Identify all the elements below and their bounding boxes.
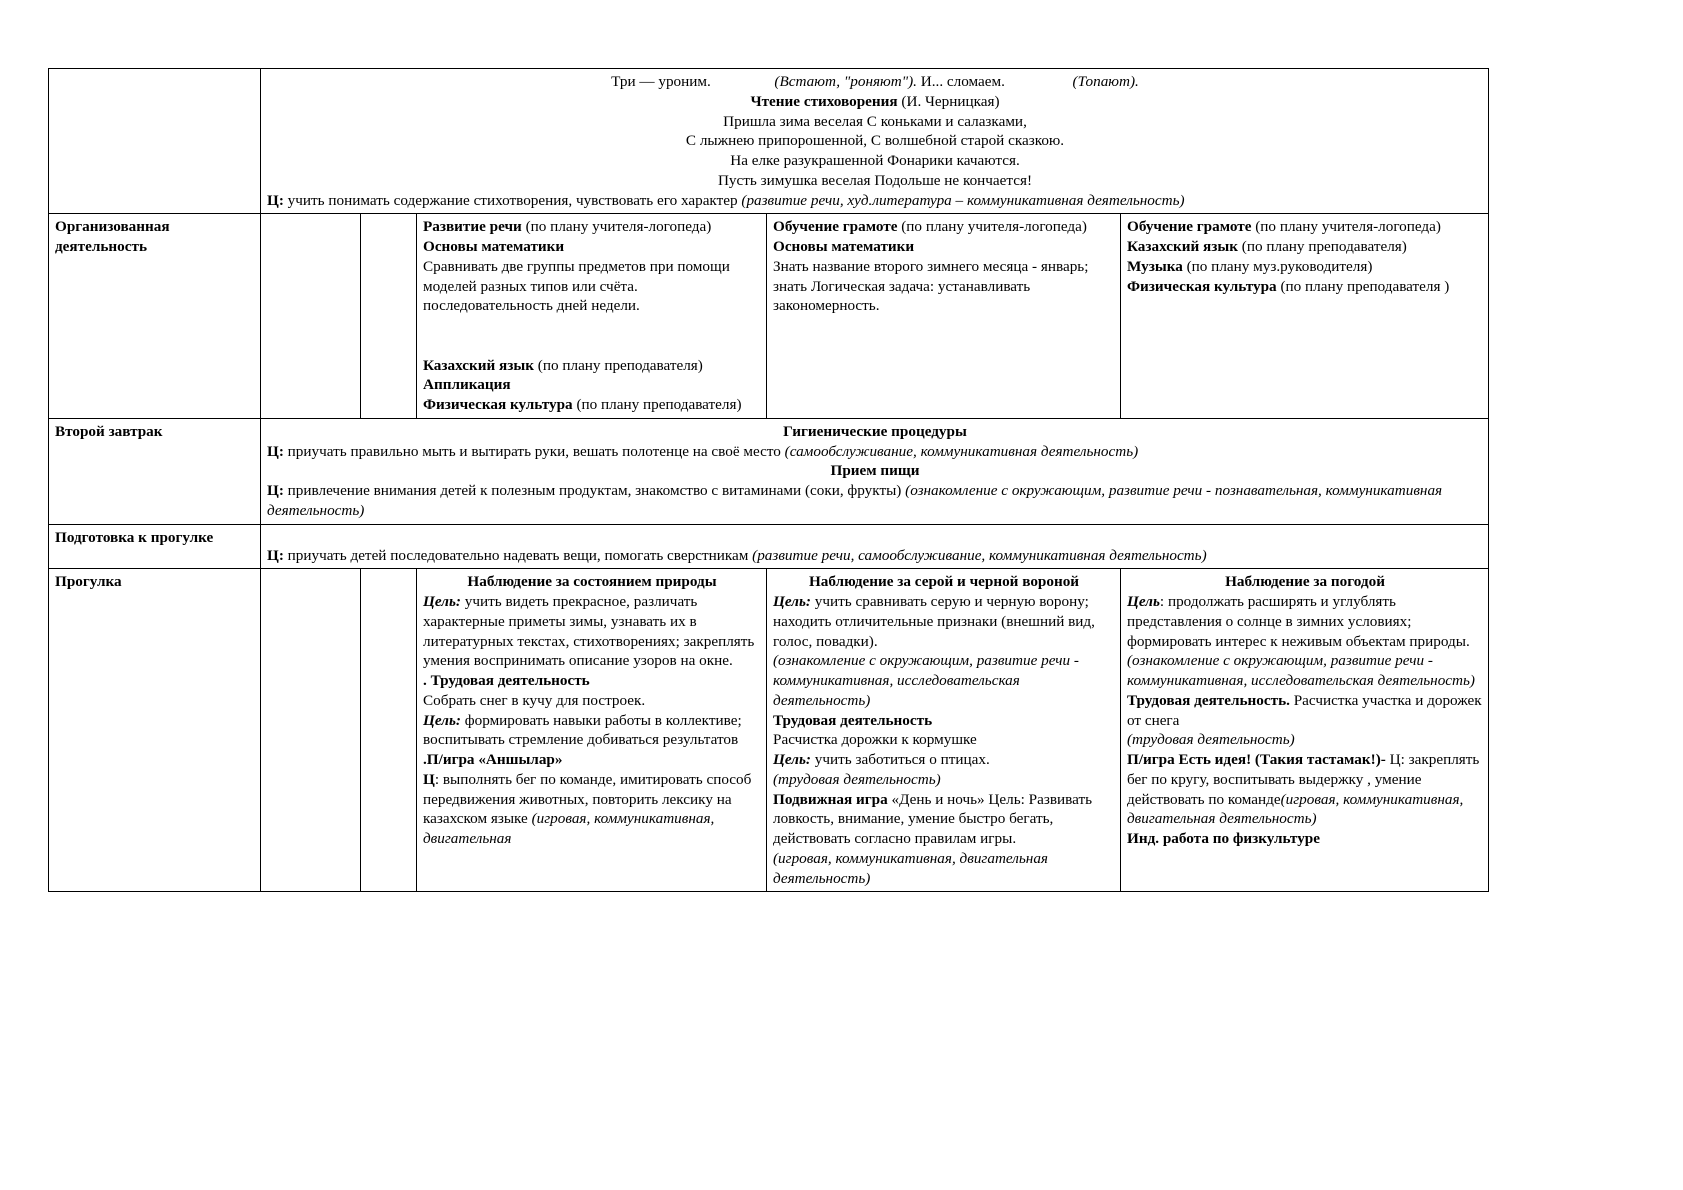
activity-item-detail: Знать название второго зимнего месяца - январь; знать Логическая задача: устанавливать закономерность. (773, 257, 1089, 315)
row-label-second-breakfast: Второй завтрак (49, 418, 261, 524)
goal-text: : продолжать расширять и углублять представления о солнце в зимних условиях; формировать интерес к неживым объектам природы. (1127, 593, 1470, 650)
cell-second-breakfast-content (261, 418, 1489, 524)
meal-goal (267, 481, 1483, 521)
poem-line: С лыжнею припорошенной, С волшебной старой сказкою. (685, 132, 1065, 150)
game-italic: (игровая, коммуникативная, двигательная деятельность) (773, 849, 1048, 887)
goal-text: : выполнять бег по команде, имитировать способ передвижения животных, повторить лексику на казахском языке (423, 770, 752, 828)
labor-text: Расчистка дорожки к кормушке (773, 731, 977, 749)
table-row-second-breakfast (49, 418, 1489, 524)
reading-title-author: (И. Черницкая) (897, 92, 1000, 110)
cell-walk-day1 (417, 569, 767, 892)
activity-item (1127, 237, 1483, 257)
poem-stage-line (267, 72, 1483, 92)
goal-marker: Ц: (267, 442, 284, 460)
activity-item (423, 237, 761, 257)
activity-item-title: Развитие речи (423, 218, 522, 236)
goal-text: учить сравнивать серую и черную ворону; находить отличительные признаки (внешний вид, голос, повадки). (773, 593, 1095, 650)
observation-title: Наблюдение за погодой (1225, 573, 1385, 591)
table-row-organized-activity (49, 214, 1489, 419)
goal-text: формировать навыки работы в коллективе; воспитывать стремление добиваться результатов (423, 711, 742, 749)
poem-goal (267, 191, 1483, 211)
game-goal (423, 770, 761, 849)
goal-label: Цель: (773, 751, 811, 768)
cell-empty-narrow2-walk (361, 569, 417, 892)
activity-item-title: Обучение грамоте (1127, 218, 1252, 236)
meal-heading: Прием пищи (830, 462, 920, 480)
observation-goal (773, 592, 1115, 651)
goal-label: Цель: (423, 711, 461, 729)
reading-title (267, 92, 1483, 112)
goal-marker: Ц (423, 770, 435, 788)
goal-text: учить видеть прекрасное, различать характерные приметы зимы, узнавать их в литературных текстах, стихотворениях; закреплять умения воспринимать описание узоров на окне. (423, 593, 755, 670)
labor-block (1127, 691, 1483, 731)
activity-item-detail: (по плану преподавателя ) (1276, 277, 1450, 295)
activity-item (423, 356, 761, 376)
cell-poem-content (261, 69, 1489, 214)
game-text: «День и ночь» Цель: Развивать ловкость, внимание, умение быстро бегать, действовать согласно правилам игры. (773, 790, 1093, 847)
row-label-organized-activity: Организованная деятельность (49, 214, 261, 419)
game-text: закреплять бег по кругу, воспитывать выдержку , умение действовать по команде (1127, 751, 1480, 808)
cell-organized-day2 (767, 214, 1121, 419)
poem-stage-plain-b: И... сломаем. (920, 73, 1005, 90)
activity-item-title: Музыка (1127, 257, 1183, 275)
extra-note: Инд. работа по физкультуре (1127, 830, 1320, 847)
activity-item (773, 257, 1115, 316)
labor-italic: (трудовая деятельность) (1127, 731, 1295, 749)
cell-poem-label (49, 69, 261, 214)
activity-item-title: Аппликация (423, 376, 511, 394)
poem-line: Пусть зимушка веселая Подольше не кончается! (717, 171, 1033, 189)
activity-item (423, 375, 761, 395)
goal-italic: (самообслуживание, коммуникативная деятельность) (784, 442, 1139, 460)
cell-empty-narrow1 (261, 214, 361, 419)
cell-walk-preparation-content (261, 524, 1489, 569)
lesson-plan-table (48, 68, 1489, 892)
poem-stage-italic-b: (Топают). (1072, 73, 1139, 90)
activity-item-detail: (по плану муз.руководителя) (1182, 257, 1373, 275)
cell-organized-day3 (1121, 214, 1489, 419)
observation-goal-italic: (ознакомление с окружающим, развитие речи - коммуникативная, исследовательская деятельность) (773, 652, 1079, 709)
poem-stage-italic-a: (Встают, "роняют"). (774, 73, 917, 90)
game-block (1127, 750, 1483, 829)
poem-line: Пришла зима веселая С коньками и салазками, (723, 112, 1027, 130)
activity-item (773, 237, 1115, 257)
poem-line: На елке разукрашенной Фонарики качаются. (730, 152, 1020, 169)
labor-text: Расчистка участка и дорожек от снега (1127, 691, 1482, 729)
activity-item-detail: Сравнивать две группы предметов при помощи моделей разных типов или счёта. последовательность дней недели. (423, 257, 730, 315)
labor-title: . Трудовая деятельность (423, 672, 590, 689)
goal-marker: Ц: (267, 191, 284, 209)
game-block (773, 790, 1115, 849)
goal-text: учить заботиться о птицах. (810, 751, 990, 768)
goal-label: Цель: (423, 593, 461, 610)
activity-item-detail: (по плану преподавателя) (1237, 238, 1407, 255)
activity-item-title: Физическая культура (423, 396, 573, 413)
goal-italic: (игровая, коммуникативная, двигательная (423, 810, 715, 847)
goal-italic: (развитие речи, худ.литература – коммуникативная деятельность) (741, 191, 1185, 209)
activity-item (1127, 277, 1483, 297)
table-row-walk (49, 569, 1489, 892)
cell-empty-narrow2 (361, 214, 417, 419)
table-row-poem (49, 69, 1489, 214)
activity-spacer (423, 336, 761, 356)
labor-title: Трудовая деятельность. (1127, 691, 1290, 709)
activity-item-title: Казахский язык (423, 356, 534, 374)
goal-label: Цель (1127, 593, 1160, 610)
reading-title-bold: Чтение стиховорения (750, 92, 898, 110)
activity-item-title: Обучение грамоте (773, 218, 898, 236)
activity-item (1127, 217, 1483, 237)
goal-text: привлечение внимания детей к полезным продуктам, знакомство с витаминами (соки, фрукты) (283, 482, 906, 499)
poem-stage-plain-a: Три — уроним. (611, 73, 711, 90)
table-row-walk-preparation (49, 524, 1489, 569)
activity-item-title: Основы математики (773, 238, 915, 255)
labor-italic: (трудовая деятельность) (773, 770, 941, 788)
goal-marker: Ц: (267, 546, 284, 564)
goal-marker: Ц: (1385, 751, 1405, 768)
goal-text: приучать правильно мыть и вытирать руки, вешать полотенце на своё место (283, 442, 785, 460)
game-title: П/игра Есть идея! (Такия тастамак!)- (1127, 751, 1386, 768)
cell-empty-narrow1-walk (261, 569, 361, 892)
observation-goal (423, 592, 761, 671)
activity-item-detail: (по плану учителя-логопеда) (1251, 218, 1441, 236)
walk-preparation-goal (267, 546, 1483, 566)
activity-item-title: Казахский язык (1127, 238, 1238, 255)
hygiene-heading: Гигиенические процедуры (783, 422, 967, 440)
observation-title: Наблюдение за серой и черной вороной (808, 573, 1080, 591)
cell-organized-day1 (417, 214, 767, 419)
cell-walk-day3 (1121, 569, 1489, 892)
activity-item-title: Основы математики (423, 238, 565, 255)
activity-item (423, 395, 761, 415)
activity-spacer (423, 316, 761, 336)
cell-walk-day2 (767, 569, 1121, 892)
goal-italic: (ознакомление с окружающим, развитие речи - познавательная, коммуникативная деятельность) (267, 482, 1443, 519)
goal-label: Цель: (773, 593, 811, 610)
game-italic: (игровая, коммуникативная, двигательная деятельность) (1127, 790, 1464, 828)
activity-item-title: Физическая культура (1127, 277, 1277, 295)
activity-item-detail: (по плану преподавателя) (572, 396, 742, 413)
labor-text: Собрать снег в кучу для построек. (423, 691, 646, 709)
row-label-walk: Прогулка (49, 569, 261, 892)
game-title: Подвижная игра (773, 790, 888, 808)
activity-item (773, 217, 1115, 237)
hygiene-goal (267, 442, 1483, 462)
observation-goal-italic: (ознакомление с окружающим, развитие речи - коммуникативная, исследовательская деятельность) (1127, 652, 1475, 689)
activity-item-detail: (по плану учителя-логопеда) (897, 218, 1087, 236)
activity-item-detail: (по плану преподавателя) (533, 356, 703, 374)
observation-title: Наблюдение за состоянием природы (467, 573, 717, 591)
goal-text: учить понимать содержание стихотворения, чувствовать его характер (283, 191, 742, 209)
activity-item (1127, 257, 1483, 277)
activity-item-detail: (по плану учителя-логопеда) (521, 218, 712, 236)
goal-italic: (развитие речи, самообслуживание, коммуникативная деятельность) (752, 546, 1207, 564)
row-label-walk-preparation: Подготовка к прогулке (49, 524, 261, 569)
labor-goal (423, 711, 761, 751)
labor-title: Трудовая деятельность (773, 711, 933, 729)
activity-item (423, 217, 761, 237)
game-title: .П/игра «Аншылар» (423, 751, 563, 768)
activity-item (423, 257, 761, 316)
goal-marker: Ц: (267, 482, 284, 499)
goal-text: приучать детей последовательно надевать вещи, помогать сверстникам (283, 546, 753, 564)
observation-goal (1127, 592, 1483, 651)
labor-goal (773, 750, 1115, 770)
